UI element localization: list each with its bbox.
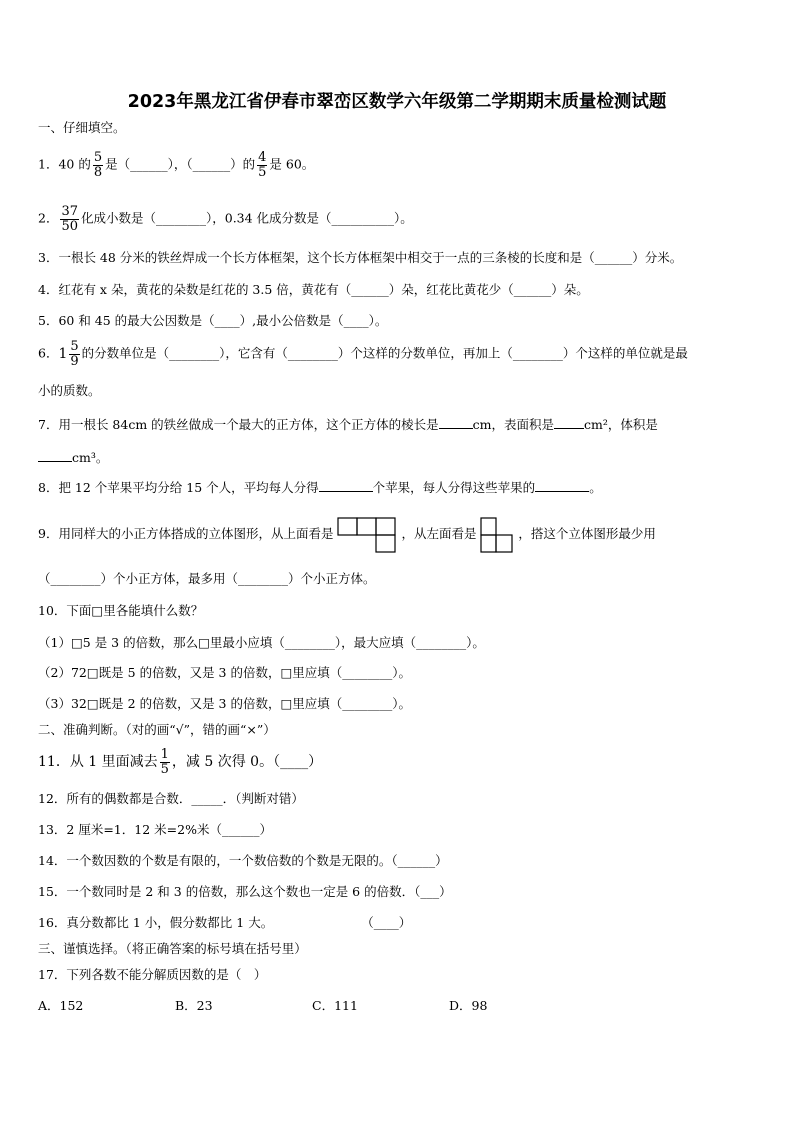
option-b[interactable]: B．23 [175,998,213,1013]
section-2-heading: 二、准确判断。（对的画“√”，错的画“×”） [38,722,276,737]
question-4: 4．红花有 x 朵，黄花的朵数是红花的 3.5 倍，黄花有（______）朵，红花比黄花少（______）朵。 [38,282,589,297]
fraction: $\frac{4}{5}$ [258,150,267,180]
question-9: 9．用同样大的小正方体搭成的立体图形，从上面看是 ，从左面看是 ，搭这个立体图形最少用 [38,516,656,553]
answer-blank[interactable] [554,416,584,429]
question-10-part-1: （1）□5 是 3 的倍数，那么□里最小应填（________），最大应填（________）。 [38,635,485,650]
question-6-cont: 小的质数。 [38,383,101,398]
question-1: 1．40 的 $\frac{5}{8}$ 是（______），（______）的 $\frac{4}{5}$ 是 60。 [38,150,315,180]
section-3-heading: 三、谨慎选择。（将正确答案的标号填在括号里） [38,941,307,956]
question-11: 11．从 1 里面减去 $\frac{1}{5}$ ，减 5 次得 0。（____） [38,747,323,777]
question-17-options [38,998,586,1014]
top-view-diagram [337,517,397,553]
question-10-head: 10．下面□里各能填什么数？ [38,603,204,618]
fraction: $\frac{1}{5}$ [160,747,169,777]
answer-blank[interactable] [535,479,589,492]
question-17: 17．下列各数不能分解质因数的是（ ） [38,967,267,982]
question-3: 3．一根长 48 分米的铁丝焊成一个长方体框架，这个长方体框架中相交于一点的三条棱的长度和是（______）分米。 [38,250,683,265]
question-5: 5．60 和 45 的最大公因数是（____）,最小公倍数是（____）。 [38,313,388,328]
section-1-heading: 一、仔细填空。 [38,120,126,135]
question-10-part-2: （2）72□既是 5 的倍数，又是 3 的倍数，□里应填（________）。 [38,665,412,680]
answer-blank[interactable] [38,449,72,462]
fraction: $\frac{37}{50}$ [61,204,78,234]
question-9-cont: （________）个小正方体，最多用（________）个小正方体。 [38,571,376,586]
option-c[interactable]: C．111 [312,998,358,1013]
answer-blank[interactable] [439,416,473,429]
option-a[interactable]: A．152 [38,998,84,1013]
question-12: 12．所有的偶数都是合数．_____．（判断对错） [38,791,304,806]
question-7: 7．用一根长 84cm 的铁丝做成一个最大的正方体，这个正方体的棱长是 cm，表面积是 cm²，体积是 [38,417,658,432]
question-6: 6．1 $\frac{5}{9}$ 的分数单位是（________），它含有（________）个这样的分数单位，再加上（________）个这样的单位就是最 [38,339,688,369]
left-view-diagram [480,517,514,553]
option-d[interactable]: D．98 [449,998,488,1013]
question-16: 16．真分数都比 1 小，假分数都比 1 大。 （____） [38,915,412,930]
question-13: 13．2 厘米=1．12 米=2%米（______） [38,822,272,837]
fraction: $\frac{5}{9}$ [70,339,79,369]
answer-blank[interactable] [319,479,373,492]
question-7-cont: cm³。 [38,449,108,466]
question-14: 14．一个数因数的个数是有限的，一个数倍数的个数是无限的。（______） [38,853,448,868]
question-2: 2． $\frac{37}{50}$ 化成小数是（________），0.34 化成分数是（__________）。 [38,204,413,234]
page-title: 2023年黑龙江省伊春市翠峦区数学六年级第二学期期末质量检测试题 [127,92,667,112]
question-15: 15．一个数同时是 2 和 3 的倍数，那么这个数也一定是 6 的倍数．（___） [38,884,452,899]
fraction: $\frac{5}{8}$ [93,150,103,180]
question-10-part-3: （3）32□既是 2 的倍数，又是 3 的倍数，□里应填（________）。 [38,696,412,711]
question-8: 8．把 12 个苹果平均分给 15 个人，平均每人分得 个苹果，每人分得这些苹果的 。 [38,480,602,495]
